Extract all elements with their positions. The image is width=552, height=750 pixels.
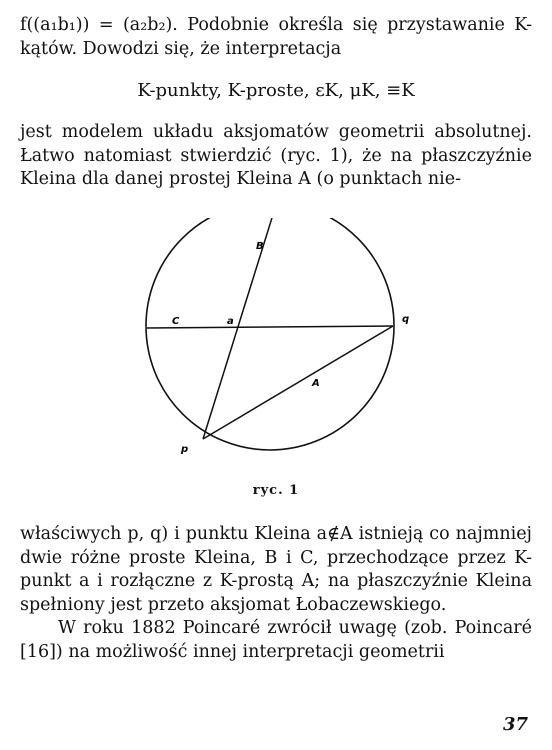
boundary-circle <box>146 218 394 450</box>
label-p: p <box>181 444 189 455</box>
line-a <box>203 326 393 439</box>
label-a-point: a <box>227 316 234 327</box>
label-a-line: A <box>312 378 320 389</box>
paragraph-3: W roku 1882 Poincaré zwrócił uwagę (zob. Poincaré [16]) na możliwość innej interpretacji geometrii <box>20 618 532 662</box>
paragraph-1: jest modelem układu aksjomatów geometrii absolutnej. Łatwo natomiast stwierdzić (ryc. 1), że na płaszczyźnie Kleina dla danej prostej Kleina A (o punktach nie- <box>20 122 532 189</box>
formula-line: K-punkty, K-proste, εK, μK, ≡K <box>137 80 415 101</box>
figure-caption: ryc. 1 <box>252 483 300 498</box>
intro-paragraph: f((a₁b₁)) = (a₂b₂). Podobnie określa się przystawanie K-kątów. Dowodzi się, że interpretacja <box>20 15 532 59</box>
page-body <box>20 14 532 192</box>
label-q: q <box>402 314 410 325</box>
line-b <box>203 218 276 439</box>
paragraph-2: właściwych p, q) i punktu Kleina a∉A istnieją co najmniej dwie różne proste Kleina, B i C, przechodzące przez K-punkt a i rozłączne z K-prostą A; na płaszczyźnie Kleina spełniony jest przeto aksjomat Łobaczewskiego. <box>20 524 532 615</box>
label-c: C <box>172 316 180 327</box>
label-b: B <box>256 241 264 252</box>
page-number: 37 <box>502 714 528 735</box>
figure-klein-disk <box>0 218 552 518</box>
lower-body <box>20 523 532 664</box>
klein-disk-diagram <box>0 218 552 518</box>
